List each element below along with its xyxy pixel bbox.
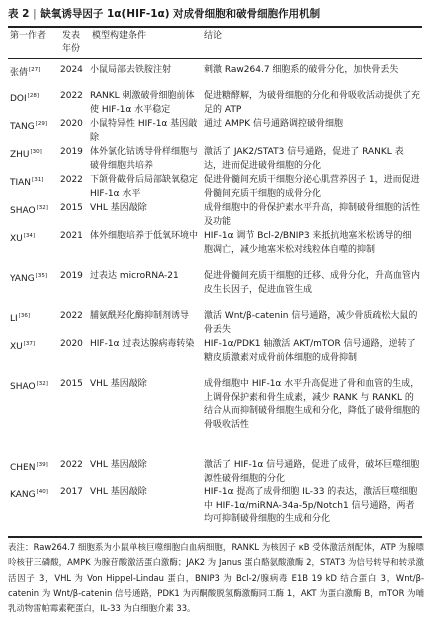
cell-result: 成骨细胞中的骨保护素水平升高，抑制破骨细胞的活性及功能	[204, 203, 421, 227]
header-author: 第一作者	[10, 31, 47, 41]
cell-author	[10, 174, 60, 191]
author-name: LI	[10, 314, 18, 324]
cell-year: 2022	[60, 460, 83, 470]
cell-model: 体外细胞培养于低氧环境中	[90, 231, 199, 241]
cell-year: 2017	[60, 487, 83, 497]
author-name: 张倩	[10, 68, 29, 78]
author-name: ZHU	[10, 150, 30, 160]
reference-number: [34]	[23, 233, 36, 239]
cell-year: 2021	[60, 231, 83, 241]
cell-result: 成骨细胞中 HIF-1α 水平升高促进了骨和血管的生成，上调骨保护素和骨生成素，减少 RANK 与 RANKL 的结合从而抑制破骨细胞生成和分化，降低了破骨细胞的骨吸收活性	[204, 379, 421, 430]
cell-model: VHL 基因敲除	[90, 487, 147, 497]
table-caption	[8, 6, 423, 22]
cell-result: 通过 AMPK 信号通路调控破骨细胞	[204, 119, 343, 129]
cell-result: HIF-1α 调节 Bcl-2/BNIP3 来抵抗地塞米松诱导的细胞凋亡，减少地塞米松对线粒体自噬的抑制	[204, 231, 412, 255]
reference-number: [40]	[36, 489, 48, 495]
cell-year: 2019	[60, 271, 83, 281]
author-name: TANG	[10, 122, 35, 132]
cell-result: 刺激 Raw264.7 细胞系的破骨分化，加快骨丢失	[204, 65, 399, 75]
table-bottom-rule	[8, 536, 422, 538]
header-year-text: 发表 年份	[62, 31, 81, 54]
cell-author	[10, 230, 60, 247]
author-name: TIAN	[10, 178, 32, 188]
reference-number: [29]	[35, 121, 47, 127]
cell-model: 体外氯化钴诱导骨样细胞与破骨细胞共培养	[90, 147, 199, 171]
author-name: KANG	[10, 490, 36, 500]
cell-author	[10, 486, 60, 503]
reference-number: [30]	[30, 149, 42, 155]
cell-model: 过表达 microRNA-21	[90, 271, 179, 281]
cell-model: VHL 基因敲除	[90, 379, 147, 389]
cell-result: 促进骨髓间充质干细胞的迁移、成骨分化，升高血管内皮生长因子，促进血管生成	[204, 271, 421, 295]
cell-model: VHL 基因敲除	[90, 203, 147, 213]
table-title: 缺氧诱导因子 1α(HIF-1α) 对成骨细胞和破骨细胞作用机制	[40, 8, 321, 20]
caption-separator: |	[33, 8, 37, 20]
reference-number: [39]	[36, 462, 48, 468]
table-header-rule	[8, 58, 422, 59]
cell-result: 激活 Wnt/β-catenin 信号通路，减少骨质疏松大鼠的骨丢失	[204, 311, 418, 335]
cell-author	[10, 338, 60, 355]
cell-model: 下颌骨截骨后局部缺氧稳定 HIF-1α 水平	[90, 175, 199, 199]
cell-model: RANKL 刺激破骨细胞前体使 HIF-1α 水平稳定	[90, 91, 195, 115]
author-name: SHAO	[10, 382, 36, 392]
author-name: DOI	[10, 94, 27, 104]
header-year	[62, 30, 88, 55]
cell-year: 2022	[60, 91, 83, 101]
cell-author	[10, 378, 60, 395]
cell-result: 促进骨髓间充质干细胞分泌心肌营养因子 1，进而促进骨髓间充质干细胞的成骨分化	[204, 175, 420, 199]
cell-model: 脯氨酰羟化酶抑制剂诱导	[90, 311, 190, 321]
cell-year: 2022	[60, 175, 83, 185]
cell-author	[10, 202, 60, 219]
cell-result: 促进糖酵解，为破骨细胞的分化和骨吸收活动提供了充足的 ATP	[204, 91, 421, 115]
reference-number: [28]	[27, 93, 39, 99]
cell-year: 2015	[60, 203, 83, 213]
cell-year: 2022	[60, 311, 83, 321]
cell-author	[10, 146, 60, 163]
cell-result: 激活了 JAK2/STAT3 信号通路，促进了 RANKL 表达，进而促进破骨细胞的分化	[204, 147, 404, 171]
cell-result: HIF-1α 提高了成骨细胞 IL-33 的表达，激活巨噬细胞中 HIF-1α/miRNA-34a-5p/Notch1 信号通路，两者均可抑制破骨细胞的生成和分化	[204, 487, 418, 524]
cell-model: VHL 基因敲除	[90, 460, 147, 470]
reference-number: [27]	[29, 67, 41, 73]
cell-year: 2020	[60, 339, 83, 349]
cell-author	[10, 310, 60, 327]
cell-year: 2024	[60, 65, 83, 75]
cell-author	[10, 459, 60, 476]
cell-year: 2020	[60, 119, 83, 129]
cell-year: 2019	[60, 147, 83, 157]
cell-result: 激活了 HIF-1α 信号通路，促进了成骨，破坏巨噬细胞源性破骨细胞的分化	[204, 460, 420, 484]
author-name: CHEN	[10, 463, 36, 473]
cell-author	[10, 118, 60, 135]
cell-author	[10, 270, 60, 287]
author-name: XU	[10, 234, 23, 244]
cell-model: 小鼠特异性 HIF-1α 基因敲除	[90, 119, 198, 143]
cell-author	[10, 64, 60, 81]
cell-model: HIF-1α 过表达腺病毒转染	[90, 339, 195, 349]
reference-number: [32]	[36, 205, 48, 211]
author-name: YANG	[10, 274, 35, 284]
reference-number: [32]	[36, 381, 48, 387]
header-result: 结论	[204, 31, 223, 41]
author-name: SHAO	[10, 206, 36, 216]
cell-year: 2015	[60, 379, 83, 389]
table-footnote: 表注：Raw264.7 细胞系为小鼠单核巨噬细胞白血病细胞，RANKL 为核因子 κB 受体激活剂配体，ATP 为腺嘌呤核苷三磷酸，AMPK 为腺苷酸激活蛋白激酶；JAK2 为 Janus 蛋白酪氨酸激酶 2，STAT3 为信号转导和转录激活因子 3，VHL 为 Von Hippel-Lindau 蛋白，BNIP3 为 Bcl-2/腺病毒 E1B 19 kD 结合蛋白 3，Wnt/β-catenin 为 Wnt/β-catenin 信号通路，PDK1 为丙酮酸脱氢酶激酶同工酶 1，AKT 为蛋白激酶 B，mTOR 为哺乳动物雷帕霉素靶蛋白，IL-33 为白细胞介素 33。	[8, 542, 424, 614]
cell-model: 小鼠局部去铁胺注射	[90, 65, 172, 75]
cell-result: HIF-1α/PDK1 轴激活 AKT/mTOR 信号通路，逆转了糖皮质激素对成骨前体细胞的成骨抑制	[204, 339, 416, 363]
reference-number: [31]	[32, 177, 44, 183]
table-top-rule	[8, 26, 422, 28]
cell-author	[10, 90, 60, 107]
reference-number: [36]	[18, 313, 30, 319]
header-model: 模型构建条件	[92, 31, 147, 41]
reference-number: [35]	[35, 273, 47, 279]
reference-number: [37]	[23, 341, 36, 347]
author-name: XU	[10, 342, 23, 352]
table-label: 表 2	[8, 8, 30, 20]
